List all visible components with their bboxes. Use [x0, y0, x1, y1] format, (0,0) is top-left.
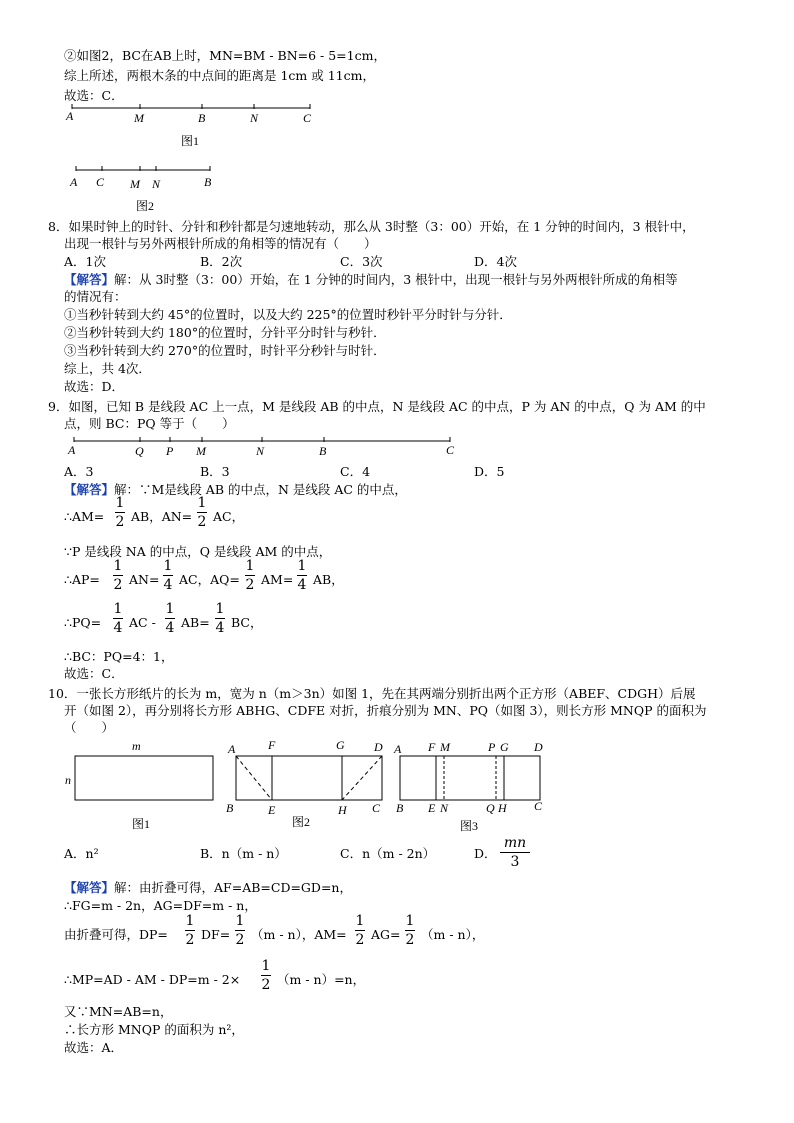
answer-tag: 【解答】 [64, 272, 115, 287]
text-line: 故选：A． [64, 1040, 124, 1055]
fraction: 1 2 [185, 913, 195, 948]
point-label: A [228, 742, 236, 756]
q8-option-d: D．4次 [474, 254, 517, 269]
text-line: 故选：D． [64, 379, 125, 394]
point-label: B [319, 444, 327, 458]
point-label: A [394, 742, 402, 756]
text-line: ∴AP= [64, 572, 100, 587]
answer-tag: 【解答】 [64, 880, 115, 895]
q10-option-c: C．n（m - 2n） [340, 846, 436, 861]
q8-stem: 出现一根针与另外两根针所成的角相等的情况有（ ） [64, 236, 377, 251]
answer-tag: 【解答】 [64, 482, 115, 497]
fraction: 1 2 [113, 558, 123, 593]
point-label: F [268, 738, 276, 752]
text-line: ∴FG=m - 2n，AG=DF=m - n， [64, 898, 257, 913]
text-line: AB， [313, 572, 344, 587]
fraction: 1 4 [163, 558, 173, 593]
point-label: M [196, 444, 206, 458]
q10-option-b: B．n（m - n） [200, 846, 287, 861]
text-line: DF= [201, 927, 231, 942]
text-line: ∵P 是线段 NA 的中点，Q 是线段 AM 的中点， [64, 544, 332, 559]
text-line: （m - n）， [421, 927, 485, 942]
text-line: ②当秒针转到大约 180°的位置时，分针平分时针与秒针． [64, 325, 386, 340]
q9-option-b: B．3 [200, 464, 230, 479]
q10-stem: （ ） [64, 720, 115, 735]
point-label: P [166, 444, 174, 458]
point-label: A [70, 175, 78, 189]
q10-answer: 【解答】解：由折叠可得，AF=AB=CD=GD=n， [64, 880, 352, 895]
point-label: A [68, 443, 76, 457]
point-label: E [268, 803, 276, 817]
text-line: ∴PQ= [64, 615, 102, 630]
point-label: D [534, 740, 543, 754]
point-label: N [256, 444, 265, 458]
text-line: 故选：C． [64, 666, 124, 681]
point-label: N [152, 177, 161, 191]
point-label: C [534, 799, 543, 813]
figure-caption: 图1 [181, 134, 200, 148]
text-line: AC， [213, 509, 245, 524]
fraction: 1 2 [197, 495, 207, 530]
figure-caption: 图2 [136, 199, 155, 213]
figure-caption: 图3 [460, 819, 479, 833]
text-line: ①当秒针转到大约 45°的位置时，以及大约 225°的位置时秒针平分时针与分针． [64, 307, 512, 322]
q10-option-d: D． [474, 846, 497, 861]
point-label: M [440, 740, 450, 754]
point-label: Q [135, 444, 144, 458]
text-line: AB= [181, 615, 210, 630]
point-label: M [134, 111, 144, 125]
q8-option-a: A．1次 [64, 254, 106, 269]
q9-stem: 点，则 BC：PQ 等于（ ） [64, 416, 235, 431]
q9-stem: 9．如图，已知 B 是线段 AC 上一点，M 是线段 AB 的中点，N 是线段 AC 的中点，P 为 AN 的中点，Q 为 AM 的中 [48, 399, 706, 414]
point-label: B [396, 801, 404, 815]
q10-option-a: A．n² [64, 846, 99, 861]
fraction: mn 3 [500, 834, 530, 871]
text-line: AC，AQ= [179, 572, 240, 587]
q10-figures [60, 736, 560, 836]
text-line: 综上所述，两根木条的中点间的距离是 1cm 或 11cm， [64, 68, 375, 83]
fraction: 1 2 [261, 958, 271, 993]
q8-option-c: C．3次 [340, 254, 383, 269]
q8-option-b: B．2次 [200, 254, 243, 269]
text-line: ∴AM= [64, 509, 105, 524]
fraction: 1 4 [165, 601, 175, 636]
fraction: 1 4 [297, 558, 307, 593]
q8-answer: 【解答】解：从 3时整（3：00）开始，在 1 分钟的时间内，3 根针中，出现一根针与另外两根针所成的角相等 [64, 272, 678, 287]
fraction: 1 2 [245, 558, 255, 593]
text-line: AM= [261, 572, 294, 587]
text-line: ∴长方形 MNQP 的面积为 n²， [64, 1022, 244, 1037]
text-line: 又∵MN=AB=n， [64, 1004, 173, 1019]
q9-option-c: C．4 [340, 464, 371, 479]
q10-stem: 开（如图 2），再分别将长方形 ABHG、CDFE 对折，折痕分别为 MN、PQ（如图 3），则长方形 MNQP 的面积为 [64, 703, 707, 718]
segment-figure-2 [60, 162, 230, 216]
text-line: 的情况有： [64, 289, 127, 304]
q9-answer: 【解答】解：∵M是线段 AB 的中点，N 是线段 AC 的中点， [64, 482, 407, 497]
q9-option-d: D．5 [474, 464, 505, 479]
point-label: B [198, 111, 206, 125]
text-line: BC， [231, 615, 263, 630]
point-label: B [204, 175, 212, 189]
point-label: M [130, 177, 140, 191]
text-line: ∴BC：PQ=4：1， [64, 649, 174, 664]
point-label: A [66, 109, 74, 123]
fraction: 1 2 [235, 913, 245, 948]
figure-caption: 图2 [292, 815, 311, 829]
point-label: C [96, 175, 105, 189]
text-line: ②如图2，BC在AB上时，MN=BM - BN=6 - 5=1cm， [64, 48, 386, 63]
figure-caption: 图1 [132, 817, 151, 831]
fraction: 1 2 [355, 913, 365, 948]
point-label: H [338, 803, 347, 817]
dimension-label: n [65, 773, 71, 787]
dimension-label: m [132, 739, 141, 753]
fraction: 1 4 [113, 601, 123, 636]
text-line: ∴MP=AD - AM - DP=m - 2× [64, 972, 241, 987]
text-line: AN= [129, 572, 160, 587]
text-line: （m - n）=n， [277, 972, 366, 987]
point-label: N [250, 111, 259, 125]
point-label: F [428, 740, 436, 754]
point-label: H [498, 801, 507, 815]
fraction: 1 2 [405, 913, 415, 948]
fraction: 1 2 [115, 495, 125, 530]
point-label: C [303, 111, 312, 125]
point-label: B [226, 801, 234, 815]
point-label: E [428, 801, 436, 815]
point-label: P [488, 740, 496, 754]
point-label: C [372, 801, 381, 815]
text-line: （m - n），AM= [251, 927, 347, 942]
text-line: AG= [371, 927, 401, 942]
point-label: D [374, 740, 383, 754]
fraction: 1 4 [215, 601, 225, 636]
text-line: 故选：C． [64, 88, 124, 103]
q9-segment-figure [62, 432, 472, 460]
point-label: G [336, 738, 345, 752]
text-line: 综上，共 4次． [64, 361, 151, 376]
q8-stem: 8．如果时钟上的时针、分针和秒针都是匀速地转动，那么从 3时整（3：00）开始，在 1 分钟的时间内，3 根针中， [48, 219, 695, 234]
point-label: Q [486, 801, 495, 815]
text-line: 由折叠可得，DP= [64, 927, 168, 942]
q10-stem: 10．一张长方形纸片的长为 m，宽为 n（m＞3n）如图 1，先在其两端分别折出两个正方形（ABEF、CDGH）后展 [48, 686, 696, 701]
point-label: G [500, 740, 509, 754]
q9-option-a: A．3 [64, 464, 94, 479]
text-line: ③当秒针转到大约 270°的位置时，时针平分秒针与时针． [64, 343, 386, 358]
text-line: AC - [129, 615, 156, 630]
text-line: AB，AN= [131, 509, 193, 524]
point-label: N [440, 801, 449, 815]
point-label: C [446, 443, 455, 457]
